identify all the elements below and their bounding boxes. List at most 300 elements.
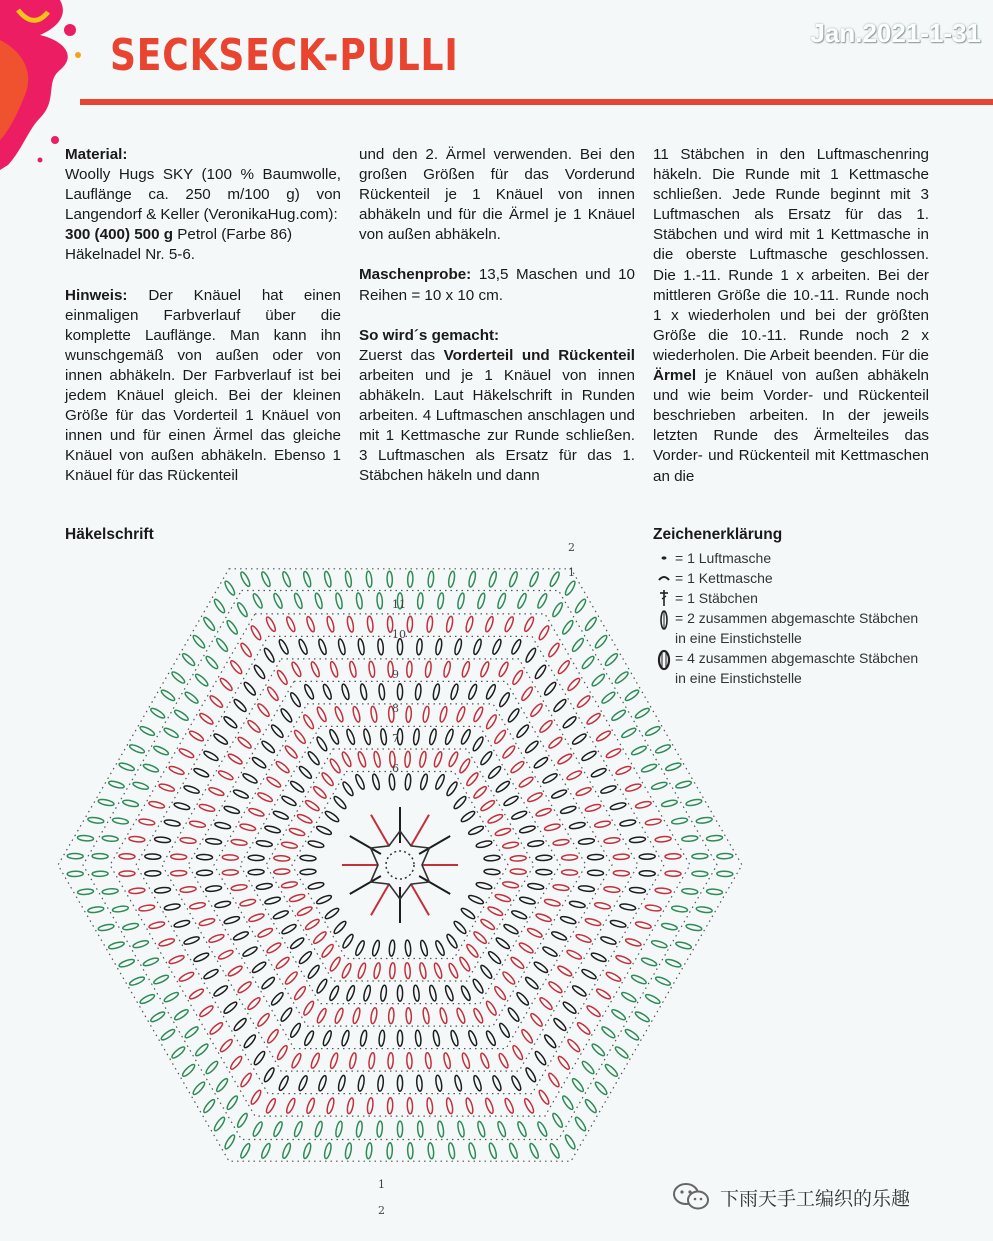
cluster-stitch: [205, 1060, 220, 1075]
cluster-stitch: [171, 854, 187, 860]
cluster-stitch: [150, 1010, 166, 1023]
cluster-stitch: [354, 774, 366, 791]
cluster-stitch: [132, 939, 149, 949]
cluster-stitch: [591, 673, 606, 688]
cluster-stitch: [587, 854, 603, 860]
cluster-stitch: [252, 1121, 264, 1138]
cluster-stitch: [510, 639, 522, 656]
cluster-stitch: [437, 1121, 445, 1138]
cluster-stitch: [621, 991, 637, 1004]
cluster-stitch: [341, 1030, 351, 1047]
cluster-stitch: [571, 1077, 585, 1093]
cluster-stitch: [205, 885, 222, 892]
cluster-stitch: [253, 1050, 267, 1066]
cluster-stitch: [67, 871, 83, 877]
cluster-stitch: [213, 598, 226, 614]
cluster-stitch: [308, 881, 325, 890]
cluster-stitch: [341, 962, 353, 979]
center-double-crochet: [371, 884, 389, 915]
cluster-stitch: [571, 732, 587, 745]
cluster-stitch: [472, 1007, 484, 1024]
cluster-stitch: [498, 692, 511, 708]
cluster-stitch: [574, 1116, 587, 1132]
cluster-stitch: [281, 795, 297, 808]
cluster-stitch: [443, 661, 452, 678]
cluster-stitch: [548, 980, 564, 994]
legend-text-cluster2: = 2 zusammen abgemaschte Stäbchen: [675, 610, 919, 626]
legend-title: Zeichenerklärung: [653, 526, 783, 543]
cluster-stitch: [296, 905, 313, 917]
cluster-stitch: [578, 885, 595, 892]
cluster-stitch: [518, 941, 534, 954]
cluster-stitch: [160, 688, 176, 702]
legend-text-cluster4-line2: in eine Einstichstelle: [675, 670, 802, 686]
cluster-stitch: [428, 728, 437, 745]
cluster-stitch: [163, 991, 179, 1004]
cluster-stitch: [293, 985, 307, 1001]
cluster-stitch: [610, 802, 627, 811]
cluster-stitch: [445, 933, 458, 949]
cluster-stitch: [341, 933, 354, 949]
wechat-icon: [672, 1182, 710, 1212]
cluster-stitch: [154, 836, 170, 843]
cluster-stitch: [260, 571, 271, 588]
cluster-stitch: [645, 904, 662, 912]
cluster-stitch: [257, 791, 274, 803]
cluster-stitch: [352, 706, 361, 723]
cluster-stitch: [388, 1008, 394, 1024]
cluster-stitch: [138, 904, 155, 912]
cluster-stitch: [432, 1030, 440, 1047]
cluster-stitch: [535, 807, 552, 817]
cluster-stitch: [219, 677, 234, 692]
cluster-stitch: [692, 853, 708, 859]
cluster-stitch: [222, 855, 238, 861]
two-dc-cluster-icon: [653, 608, 675, 648]
hint-text: Der Knäuel hat einen einmaligen Farbverlauf über die komplette Lauflänge. Man kann ihn wunschgemäß von außen oder von innen abhäkeln. Der Farbverlauf ist bei jedem Knäuel gleich. Bei der kleinen Größe für das Vorderteil 1 Knäuel von innen und für einen Ärmel das gleiche Knäuel von außen abhäkeln. Ebenso 1 Knäuel für das Rückenteil: [65, 286, 341, 485]
cluster-stitch: [233, 698, 248, 713]
cluster-stitch: [641, 957, 658, 968]
cluster-stitch: [389, 940, 396, 956]
cluster-stitch: [484, 1097, 494, 1114]
cluster-stitch: [495, 780, 511, 794]
center-double-crochet: [411, 884, 429, 915]
row-number: 6: [392, 762, 399, 775]
cluster-stitch: [504, 1097, 515, 1114]
cluster-stitch: [419, 751, 427, 768]
cluster-stitch: [487, 813, 504, 825]
cluster-stitch: [397, 1121, 402, 1137]
cluster-stitch: [524, 1067, 537, 1083]
cluster-stitch: [219, 1038, 234, 1053]
cluster-stitch: [566, 1038, 581, 1053]
cluster-stitch: [661, 922, 678, 931]
cluster-stitch: [397, 684, 402, 700]
cluster-stitch: [706, 889, 722, 896]
cluster-stitch: [511, 909, 528, 920]
cluster-stitch: [468, 1142, 477, 1159]
cluster-stitch: [455, 1007, 466, 1024]
cluster-stitch: [181, 652, 196, 667]
cluster-stitch: [495, 936, 511, 950]
cluster-stitch: [371, 940, 380, 957]
cluster-stitch: [118, 762, 135, 772]
cluster-stitch: [173, 709, 189, 722]
cluster-stitch: [644, 725, 661, 737]
cluster-stitch: [223, 1134, 236, 1150]
cluster-stitch: [549, 571, 561, 588]
cluster-stitch: [519, 896, 536, 905]
cluster-stitch: [621, 727, 637, 740]
cluster-stitch: [503, 923, 519, 936]
cluster-stitch: [479, 1052, 490, 1069]
cluster-stitch: [314, 592, 324, 609]
cluster-stitch: [655, 743, 672, 754]
cluster-stitch: [337, 1075, 346, 1092]
cluster-stitch: [549, 1143, 561, 1160]
cluster-stitch: [304, 799, 320, 812]
cluster-stitch: [189, 820, 206, 828]
row-number: 2: [378, 1204, 385, 1217]
cluster-stitch: [655, 836, 671, 843]
cluster-stitch: [498, 1022, 511, 1038]
cluster-stitch: [276, 669, 289, 685]
cluster-stitch: [498, 1052, 510, 1069]
cluster-stitch: [426, 1098, 433, 1115]
cluster-stitch: [696, 817, 713, 824]
cluster-stitch: [443, 1052, 452, 1069]
howto-bold: Vorderteil und Rückenteil: [443, 346, 635, 364]
cluster-stitch: [363, 985, 372, 1002]
cluster-stitch: [619, 903, 636, 911]
cluster-stitch: [501, 744, 516, 759]
cluster-stitch: [635, 921, 652, 930]
cluster-stitch: [480, 799, 496, 812]
cluster-stitch: [450, 1030, 460, 1047]
cluster-stitch: [349, 661, 358, 678]
cluster-stitch: [547, 1072, 561, 1088]
row-number: 1: [568, 566, 575, 579]
cluster-stitch: [357, 751, 367, 768]
cluster-stitch: [145, 871, 161, 877]
cluster-stitch: [574, 598, 587, 614]
cluster-stitch: [479, 661, 490, 678]
cluster-stitch: [601, 1025, 617, 1039]
cluster-stitch: [600, 935, 617, 945]
cluster-stitch: [239, 642, 253, 658]
cluster-stitch: [445, 781, 458, 797]
cluster-stitch: [178, 747, 195, 759]
cluster-stitch: [454, 638, 463, 655]
cluster-stitch: [272, 1121, 283, 1138]
cluster-stitch: [468, 571, 477, 588]
cluster-stitch: [261, 976, 276, 991]
cluster-stitch: [538, 1089, 551, 1105]
cluster-stitch: [285, 1097, 296, 1114]
cluster-stitch: [88, 817, 105, 824]
cluster-stitch: [407, 616, 413, 632]
cluster-stitch: [594, 1081, 609, 1096]
cluster-stitch: [566, 949, 583, 961]
cluster-stitch: [289, 827, 306, 837]
cluster-stitch: [139, 993, 156, 1005]
cluster-stitch: [675, 780, 692, 789]
cluster-stitch: [289, 936, 305, 950]
cluster-stitch: [119, 854, 135, 860]
cluster-stitch: [278, 1075, 290, 1092]
cluster-stitch: [645, 818, 662, 826]
cluster-stitch: [297, 638, 308, 655]
cluster-stitch: [476, 881, 493, 890]
cluster-stitch: [209, 1021, 224, 1036]
cluster-stitch: [461, 661, 471, 678]
cluster-stitch: [168, 954, 185, 965]
cluster-stitch: [223, 805, 240, 815]
howto-paragraph: [359, 326, 635, 487]
cluster-stitch: [334, 1007, 345, 1024]
cluster-stitch: [202, 616, 216, 632]
cluster-stitch: [256, 702, 270, 717]
cluster-stitch: [243, 1034, 257, 1050]
cluster-stitch: [148, 800, 165, 809]
legend-row-slip: [653, 568, 953, 588]
cluster-stitch: [239, 1072, 253, 1088]
cluster-stitch: [439, 1007, 448, 1024]
cluster-stitch: [380, 985, 387, 1002]
cluster-stitch: [585, 917, 602, 927]
cluster-stitch: [444, 985, 455, 1002]
cluster-stitch: [178, 971, 195, 983]
cluster-stitch: [160, 1028, 176, 1042]
cluster-stitch: [453, 795, 468, 810]
cluster-stitch: [316, 894, 333, 905]
cluster-stitch: [250, 1089, 263, 1105]
cluster-stitch: [305, 1097, 315, 1114]
cluster-stitch: [329, 661, 339, 678]
cluster-stitch: [173, 919, 190, 928]
cluster-stitch: [604, 1063, 619, 1078]
cluster-stitch: [465, 771, 479, 787]
cluster-stitch: [510, 1075, 522, 1092]
cluster-stitch: [198, 1004, 214, 1018]
cluster-stitch: [129, 743, 146, 754]
cluster-stitch: [560, 915, 577, 925]
cluster-stitch: [208, 933, 225, 944]
cluster-stitch: [98, 923, 115, 931]
cluster-stitch: [624, 1028, 640, 1042]
cluster-stitch: [527, 791, 544, 803]
chain-ring: [83, 591, 717, 1140]
cluster-stitch: [496, 593, 507, 610]
legend-row-cluster4: [653, 648, 953, 688]
cluster-stitch: [180, 837, 196, 844]
cluster-stitch: [536, 1121, 548, 1138]
cluster-stitch: [422, 706, 430, 723]
cluster-stitch: [484, 616, 494, 633]
cluster-stitch: [303, 684, 315, 701]
chart-label: Häkelschrift: [65, 526, 154, 543]
cluster-stitch: [566, 677, 581, 692]
cluster-stitch: [341, 683, 351, 700]
cluster-stitch: [611, 709, 627, 722]
cluster-stitch: [576, 1021, 591, 1036]
cluster-stitch: [118, 958, 135, 968]
chain-ring: [266, 749, 534, 981]
cluster-stitch: [575, 786, 592, 797]
cluster-stitch: [279, 707, 293, 723]
cluster-stitch: [445, 1097, 453, 1114]
cluster-stitch: [644, 993, 661, 1005]
cluster-stitch: [624, 688, 640, 702]
cluster-stitch: [601, 691, 617, 705]
cluster-stitch: [511, 669, 524, 685]
center-double-crochet: [350, 876, 381, 894]
cluster-stitch: [536, 593, 548, 610]
cluster-stitch: [543, 681, 557, 697]
cluster-stitch: [404, 751, 410, 767]
four-dc-cluster-icon: [653, 648, 675, 688]
center-double-crochet: [371, 815, 389, 846]
cluster-stitch: [538, 996, 553, 1011]
cluster-stitch: [251, 756, 267, 770]
cluster-stitch: [467, 1030, 478, 1047]
cluster-stitch: [250, 625, 263, 641]
cluster-stitch: [566, 769, 583, 781]
text-column-3: [653, 145, 929, 507]
cluster-stitch: [264, 896, 281, 905]
cluster-stitch: [610, 919, 627, 928]
cluster-stitch: [188, 730, 204, 743]
cluster-stitch: [279, 1007, 293, 1023]
cluster-stitch: [575, 933, 592, 944]
sizes-text: Petrol (Farbe 86): [173, 226, 293, 244]
cluster-stitch: [416, 1075, 423, 1091]
cluster-stitch: [520, 1028, 534, 1044]
cluster-stitch: [417, 593, 423, 609]
cluster-stitch: [387, 571, 393, 587]
howto-text: arbeiten und je 1 Knäuel von innen abhäkeln. Laut Häkelschrift in Runden arbeiten. 4 Luftmaschen anschlagen und mit 1 Kettmasche zur Runde schließen. 3 Luftmaschen als Ersatz für das 1. Stäbchen häkeln und dann: [359, 366, 635, 485]
cluster-stitch: [226, 1095, 239, 1111]
cluster-stitch: [533, 756, 549, 770]
cluster-stitch: [426, 616, 433, 633]
cluster-stitch: [305, 616, 315, 633]
cluster-stitch: [413, 729, 420, 746]
cluster-stitch: [281, 841, 298, 849]
cluster-stitch: [544, 898, 561, 907]
cluster-stitch: [389, 963, 395, 979]
cluster-stitch: [561, 619, 574, 635]
cluster-stitch: [692, 871, 708, 877]
cluster-stitch: [281, 881, 298, 889]
cluster-stitch: [613, 854, 629, 860]
cluster-stitch: [427, 571, 434, 587]
cluster-stitch: [380, 729, 387, 746]
cluster-stitch: [578, 838, 595, 845]
cluster-stitch: [553, 884, 570, 891]
cluster-stitch: [260, 1142, 271, 1159]
cluster-stitch: [229, 659, 243, 675]
cluster-stitch: [461, 1052, 471, 1069]
cluster-stitch: [276, 1044, 289, 1060]
cluster-stitch: [370, 1007, 378, 1024]
cluster-stitch: [435, 1075, 443, 1092]
cluster-stitch: [476, 1121, 486, 1138]
cluster-stitch: [682, 835, 698, 842]
text-column-2: [359, 145, 635, 506]
cluster-stitch: [487, 950, 502, 965]
cluster-stitch: [458, 758, 471, 774]
cluster-stitch: [246, 996, 261, 1011]
cluster-stitch: [356, 1121, 364, 1138]
cluster-stitch: [192, 1081, 207, 1096]
cluster-stitch: [194, 1043, 209, 1058]
cluster-stitch: [129, 887, 145, 894]
row-number: 10: [392, 628, 406, 641]
cluster-stitch: [560, 805, 577, 815]
cluster-stitch: [600, 784, 617, 794]
legend-text-cluster4: = 4 zusammen abgemaschte Stäbchen: [675, 650, 919, 666]
cluster-stitch: [213, 1116, 226, 1132]
cluster-stitch: [253, 664, 267, 680]
cluster-stitch: [275, 760, 291, 774]
instructions-pre: 11 Stäbchen in den Luftmaschenring häkeln. Die Runde mit 1 Kettmasche schließen. Jede Runde beginnt mit 3 Luftmaschen als Ersatz für das 1. Stäbchen und wird mit 1 Kettmasche in die oberste Luftmasche geschlossen. Die 1.-11. Runde 1 x arbeiten. Bei der mittleren Größe die 10.-11. Runde noch 1 x wiederholen und bei der größten Größe die 10.-11. Runde noch 2 x wiederholen. Die Arbeit beenden. Für die: [653, 146, 929, 364]
cluster-stitch: [535, 912, 552, 922]
cluster-stitch: [487, 765, 502, 780]
cluster-stitch: [511, 1044, 524, 1060]
cluster-stitch: [367, 616, 374, 633]
cluster-stitch: [639, 871, 655, 877]
cluster-stitch: [538, 719, 553, 734]
cluster-stitch: [407, 1143, 413, 1159]
cluster-stitch: [102, 888, 118, 895]
cluster-stitch: [310, 1052, 321, 1069]
cluster-stitch: [639, 854, 655, 860]
hook-size: Häkelnadel Nr. 5-6.: [65, 246, 196, 264]
cluster-stitch: [289, 692, 302, 708]
cluster-stitch: [349, 1052, 358, 1069]
cluster-stitch: [194, 673, 209, 688]
hint-paragraph: [65, 286, 341, 487]
cluster-stitch: [308, 840, 325, 849]
cluster-stitch: [615, 765, 632, 776]
cluster-stitch: [205, 838, 222, 845]
cluster-stitch: [143, 763, 160, 774]
cluster-stitch: [493, 985, 507, 1001]
cluster-stitch: [314, 1121, 324, 1138]
cluster-stitch: [233, 930, 250, 941]
cluster-stitch: [367, 1098, 374, 1115]
cluster-stitch: [501, 970, 516, 985]
cluster-stitch: [173, 1008, 189, 1021]
cluster-stitch: [213, 732, 229, 745]
cluster-stitch: [529, 1012, 543, 1027]
cluster-stitch: [231, 839, 248, 846]
cluster-stitch: [199, 803, 216, 813]
cluster-stitch: [551, 788, 568, 799]
cluster-stitch: [229, 1055, 243, 1071]
cluster-stitch: [168, 765, 185, 776]
cluster-stitch: [437, 593, 445, 610]
cluster-stitch: [171, 1045, 187, 1059]
cluster-stitch: [266, 1028, 280, 1044]
cluster-stitch: [302, 714, 315, 730]
cluster-stitch: [507, 1007, 521, 1023]
cluster-stitch: [227, 964, 243, 977]
cluster-stitch: [256, 883, 273, 891]
cluster-stitch: [239, 898, 256, 907]
cluster-stitch: [302, 571, 312, 588]
cluster-stitch: [363, 728, 372, 745]
